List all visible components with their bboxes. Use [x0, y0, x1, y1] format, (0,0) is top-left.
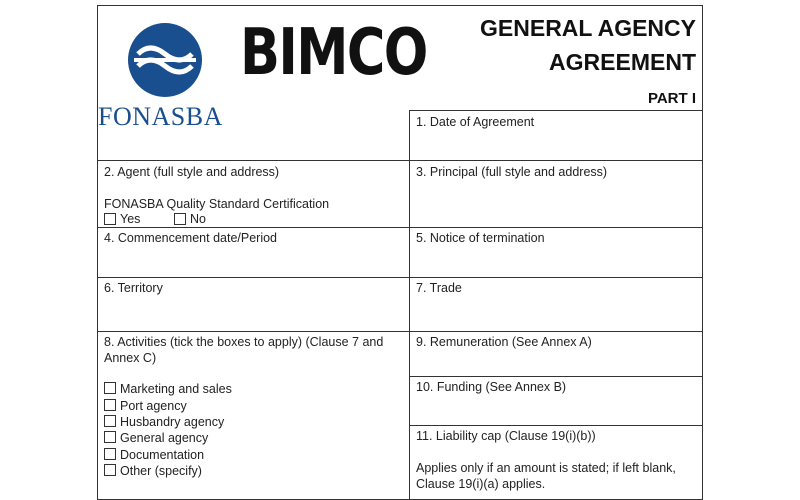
- box11-liability-cap-label: 11. Liability cap (Clause 19(i)(b)): [416, 429, 596, 443]
- activity-label-general-agency: General agency: [120, 431, 209, 445]
- box1-date-of-agreement-label: 1. Date of Agreement: [416, 115, 535, 129]
- yes-label: Yes: [120, 212, 141, 226]
- box4-commencement-label: 4. Commencement date/Period: [104, 231, 278, 245]
- activity-label-port-agency: Port agency: [120, 399, 187, 413]
- column-divider: [409, 110, 410, 500]
- rule-right-9: [409, 376, 703, 377]
- box2-agent-label: 2. Agent (full style and address): [104, 165, 280, 179]
- no-label: No: [190, 212, 206, 226]
- box9-remuneration-label: 9. Remuneration (See Annex A): [416, 335, 592, 349]
- activity-label-other: Other (specify): [120, 464, 202, 478]
- rule-row5: [97, 331, 703, 332]
- box11-note: Applies only if an amount is stated; if left blank, Clause 19(i)(a) applies.: [416, 461, 676, 491]
- activity-label-documentation: Documentation: [120, 448, 205, 462]
- rule-row2: [97, 160, 703, 161]
- box10-funding-label: 10. Funding (See Annex B): [416, 380, 567, 394]
- activity-checkbox-husbandry[interactable]: [104, 415, 116, 427]
- activity-label-marketing: Marketing and sales: [120, 382, 232, 396]
- document-title-line1: GENERAL AGENCY: [480, 15, 696, 41]
- bimco-wordmark: BIMCO: [240, 16, 427, 90]
- activity-checkbox-port-agency[interactable]: [104, 399, 116, 411]
- box2-certification-label: FONASBA Quality Standard Certification: [104, 197, 330, 211]
- box5-notice-label: 5. Notice of termination: [416, 231, 545, 245]
- document-title-line2: AGREEMENT: [549, 49, 696, 75]
- rule-right-10: [409, 425, 703, 426]
- box8-activities-label: 8. Activities (tick the boxes to apply) (Clause 7 and Annex C): [104, 335, 384, 365]
- activity-checkbox-marketing[interactable]: [104, 382, 116, 394]
- activity-checkbox-general-agency[interactable]: [104, 431, 116, 443]
- activity-checkbox-other[interactable]: [104, 464, 116, 476]
- fonasba-wordmark: FONASBA: [98, 102, 223, 131]
- box7-trade-label: 7. Trade: [416, 281, 462, 295]
- box3-principal-label: 3. Principal (full style and address): [416, 165, 608, 179]
- no-checkbox[interactable]: [174, 213, 186, 225]
- box6-territory-label: 6. Territory: [104, 281, 163, 295]
- yes-checkbox[interactable]: [104, 213, 116, 225]
- part-label: PART I: [647, 90, 696, 107]
- activity-label-husbandry: Husbandry agency: [120, 415, 225, 429]
- activity-checkbox-documentation[interactable]: [104, 448, 116, 460]
- rule-top-right: [409, 110, 703, 111]
- rule-row4: [97, 277, 703, 278]
- rule-row3: [97, 227, 703, 228]
